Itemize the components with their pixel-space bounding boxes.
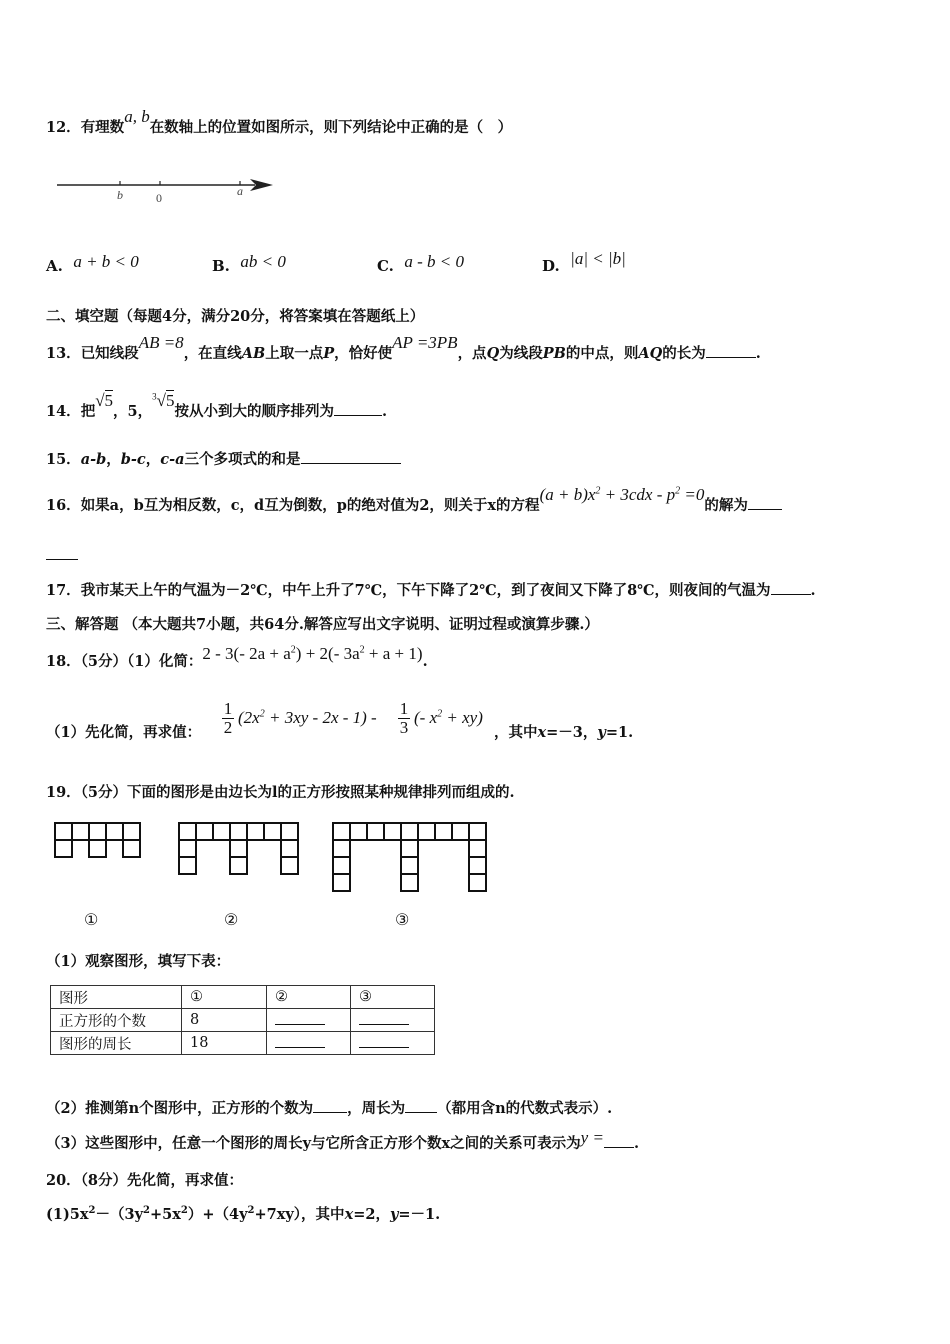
perimeter-blank[interactable]	[405, 1111, 437, 1113]
q16-answer-blank[interactable]	[748, 508, 782, 510]
figure-1	[55, 823, 140, 857]
section-3-heading: 三、解答题 （本大题共7小题，共64分.解答应写出文字说明、证明过程或演算步骤.）	[46, 616, 599, 633]
q16-answer-blank-continued[interactable]	[46, 559, 78, 560]
answer-blank[interactable]	[275, 1012, 325, 1025]
answer-blank[interactable]	[359, 1035, 409, 1048]
label-0: 0	[156, 191, 162, 205]
q12-vars: a, b	[124, 107, 150, 126]
answer-blank[interactable]	[359, 1012, 409, 1025]
table-row: 图形的周长 18	[51, 1032, 435, 1055]
figure-label-1: ①	[84, 910, 99, 929]
q20: 20．（8分）先化简，再求值：	[46, 1172, 244, 1189]
q14-answer-blank[interactable]	[334, 414, 382, 416]
option-d[interactable]: D. |a| < |b|	[542, 249, 626, 275]
label-b: b	[117, 188, 123, 202]
q17-answer-blank[interactable]	[771, 593, 811, 595]
option-a[interactable]: A. a + b < 0	[46, 252, 139, 275]
relation-blank[interactable]	[604, 1146, 634, 1148]
q20-expression: $(1)5x^2-(3y^2+5x^2)+(4y^2+7xy)$，其中x=2，y=－1.	[46, 1205, 441, 1223]
option-b[interactable]: B. ab < 0	[212, 252, 286, 275]
square-figures	[50, 818, 490, 898]
count-blank[interactable]	[313, 1111, 347, 1113]
q19: 19．（5分）下面的图形是由边长为l的正方形按照某种规律排列而组成的.	[46, 784, 515, 801]
q15: 15．a-b，b-c，c-a三个多项式的和是	[46, 448, 401, 469]
q18-expression: 2 - 3(- $2a + a^2) + 2(-$ $3a^2 + a + 1$)	[202, 644, 423, 663]
answer-blank[interactable]	[275, 1035, 325, 1048]
table-row: 正方形的个数 8	[51, 1009, 435, 1032]
q15-answer-blank[interactable]	[301, 462, 401, 464]
q19-sub1: （1）观察图形，填写下表：	[46, 953, 231, 970]
figure-label-2: ②	[224, 910, 239, 929]
fraction-third: 1 3	[399, 699, 409, 737]
figure-label-3: ③	[395, 910, 410, 929]
q16-equation: $(a + b)x^2 + 3cdx - p^2 =0$	[539, 485, 705, 504]
fraction-half: 1 2	[223, 699, 233, 737]
option-c[interactable]: C. a - b < 0	[377, 252, 464, 275]
q12-stem: 12．有理数a, b在数轴上的位置如图所示，则下列结论中正确的是（ ）	[46, 107, 513, 136]
q19-sub3: （3）这些图形中，任意一个图形的周长y与它所含正方形个数x之间的关系可表示为y = .	[46, 1128, 639, 1152]
figure-3	[333, 823, 486, 891]
section-2-heading: 二、填空题（每题4分，满分20分，将答案填在答题纸上）	[46, 308, 425, 325]
table-header-row: 图形 ① ② ③	[51, 986, 435, 1009]
figure-2	[179, 823, 298, 874]
label-a: a	[237, 184, 243, 198]
q14: 14．把√5，5，$^3$√5按从小到大的顺序排列为 .	[46, 391, 388, 420]
number-line	[55, 170, 285, 210]
observation-table	[50, 985, 435, 1055]
q13-answer-blank[interactable]	[706, 356, 756, 358]
sqrt5: √5	[95, 391, 114, 410]
q18: 18．（5分）（1）化简：2 - 3(- $2a + a^2) + 2(-$ $3a^2 + a + 1$).	[46, 644, 428, 670]
q16: 16．如果a，b互为相反数，c，d互为倒数，p的绝对值为2，则关于x的方程$(a + b)x^2 + 3cdx - p^2 =0$的解为	[46, 494, 782, 515]
q19-sub2: （2）推测第n个图形中，正方形的个数为 ，周长为 （都用含n的代数式表示）.	[46, 1100, 613, 1117]
q13: 13．已知线段AB =8，在直线AB上取一点P，恰好使AP =3PB，点Q为线段PB的中点，则AQ的长为 .	[46, 333, 761, 362]
cbrt5: $^3$√5	[152, 391, 175, 410]
q17: 17．我市某天上午的气温为－2℃，中午上升了7℃，下午下降了2℃，到了夜间又下降了8℃，则夜间的气温为 .	[46, 582, 816, 599]
